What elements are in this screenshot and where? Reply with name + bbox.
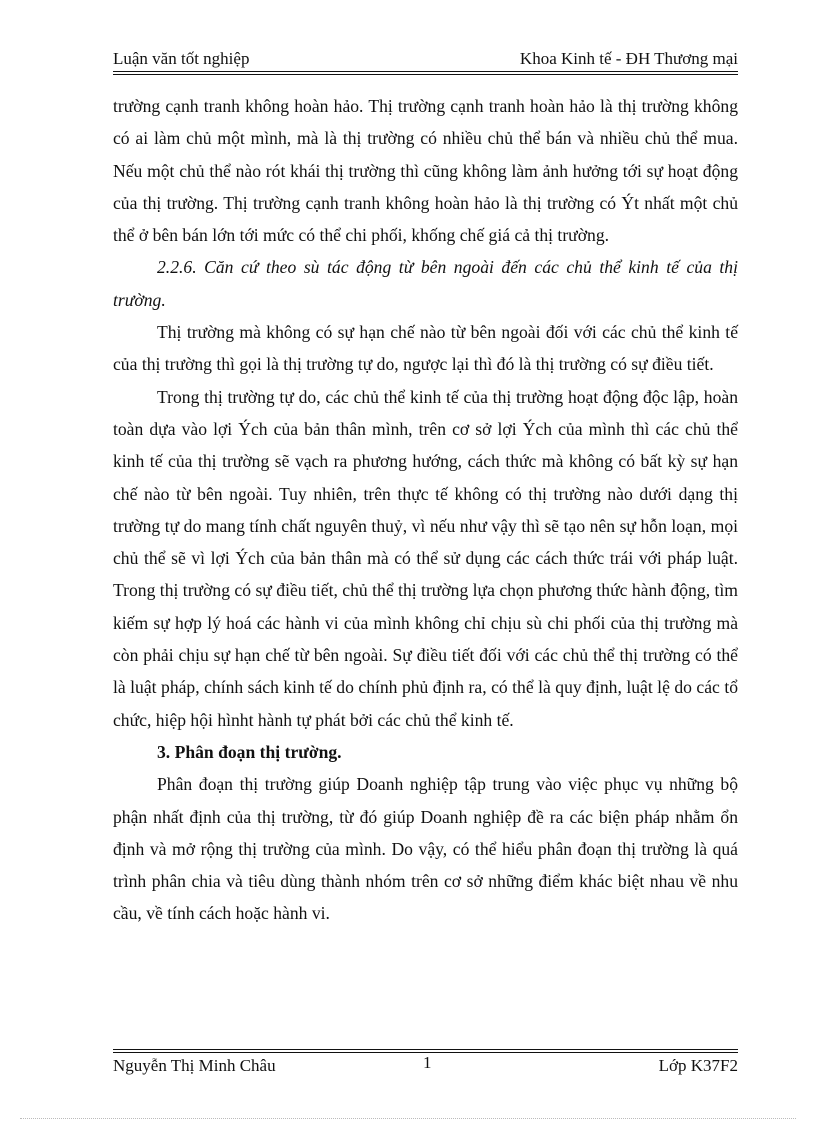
- header-faculty-label: Khoa Kinh tế - ĐH Thương mại: [519, 49, 738, 68]
- paragraph: Thị trường mà không có sự hạn chế nào từ bên ngoài đối với các chủ thể kinh tế của thị trường thì gọi là thị trường tự do, ngược lại thì đó là thị trường có sự điều tiết.: [113, 322, 738, 375]
- page-number: 1: [423, 1053, 432, 1072]
- paragraph-continuation: trường cạnh tranh không hoàn hảo. Thị trường cạnh tranh hoàn hảo là thị trường không có ai làm chủ một mình, mà là thị trường có nhiều chủ thể bán và nhiều chủ thể mua. Nếu một chủ thể nào rót khái thị trường thì cũng không làm ảnh hưởng tới sự hoạt động của thị trường. Thị trường cạnh tranh không hoàn hảo là thị trường có Ýt nhất một chủ thể ở bên bán lớn tới mức có thể chi phối, khống chế giá cả thị trường.: [113, 96, 738, 246]
- header-rule: [113, 71, 738, 72]
- header-thesis-label: Luận văn tốt nghiệp: [113, 49, 250, 68]
- page-edge-divider: [20, 1118, 796, 1119]
- footer-class: Lớp K37F2: [658, 1056, 738, 1075]
- header-rule-double: [113, 74, 738, 75]
- footer-author: Nguyễn Thị Minh Châu: [113, 1056, 276, 1075]
- subsection-heading: 2.2.6. Căn cứ theo sù tác động từ bên ngoài đến các chủ thể kinh tế của thị trường.: [113, 257, 738, 310]
- paragraph: Phân đoạn thị trường giúp Doanh nghiệp tập trung vào việc phục vụ những bộ phận nhất định của thị trường, từ đó giúp Doanh nghiệp đề ra các biện pháp nhằm ổn định và mở rộng thị trường của mình. Do vậy, có thể hiểu phân đoạn thị trường là quá trình phân chia và tiêu dùng thành nhóm trên cơ sở những điểm khác biệt nhau về nhu cầu, về tính cách hoặc hành vi.: [113, 774, 738, 924]
- paragraph: Trong thị trường tự do, các chủ thể kinh tế của thị trường hoạt động độc lập, hoàn toàn dựa vào lợi Ých của bản thân mình, trên cơ sở lợi Ých của mình thì các chủ thể kinh tế của thị trường sẽ vạch ra phương hướng, cách thức mà không có bất kỳ sự hạn chế nào từ bên ngoài. Tuy nhiên, trên thực tế không có thị trường nào dưới dạng thị trường tự do mang tính chất nguyên thuỷ, vì nếu như vậy thì sẽ tạo nên sự hỗn loạn, mọi chủ thể sẽ vì lợi Ých của bản thân mà có thể sử dụng các cách thức trái với pháp luật. Trong thị trường có sự điều tiết, chủ thể thị trường lựa chọn phương thức hành động, tìm kiếm sự hợp lý hoá các hành vi của mình không chỉ chịu sù chi phối của thị trường mà còn phải chịu sự hạn chế từ bên ngoài. Sự điều tiết đối với các chủ thể thị trường có thể là luật pháp, chính sách kinh tế do chính phủ định ra, có thể là quy định, luật lệ do các tổ chức, hiệp hội hìnht hành tự phát bởi các chủ thể kinh tế.: [113, 386, 738, 730]
- footer-rule: [113, 1049, 738, 1050]
- section-heading: 3. Phân đoạn thị trường.: [157, 741, 342, 762]
- document-body: [113, 90, 738, 930]
